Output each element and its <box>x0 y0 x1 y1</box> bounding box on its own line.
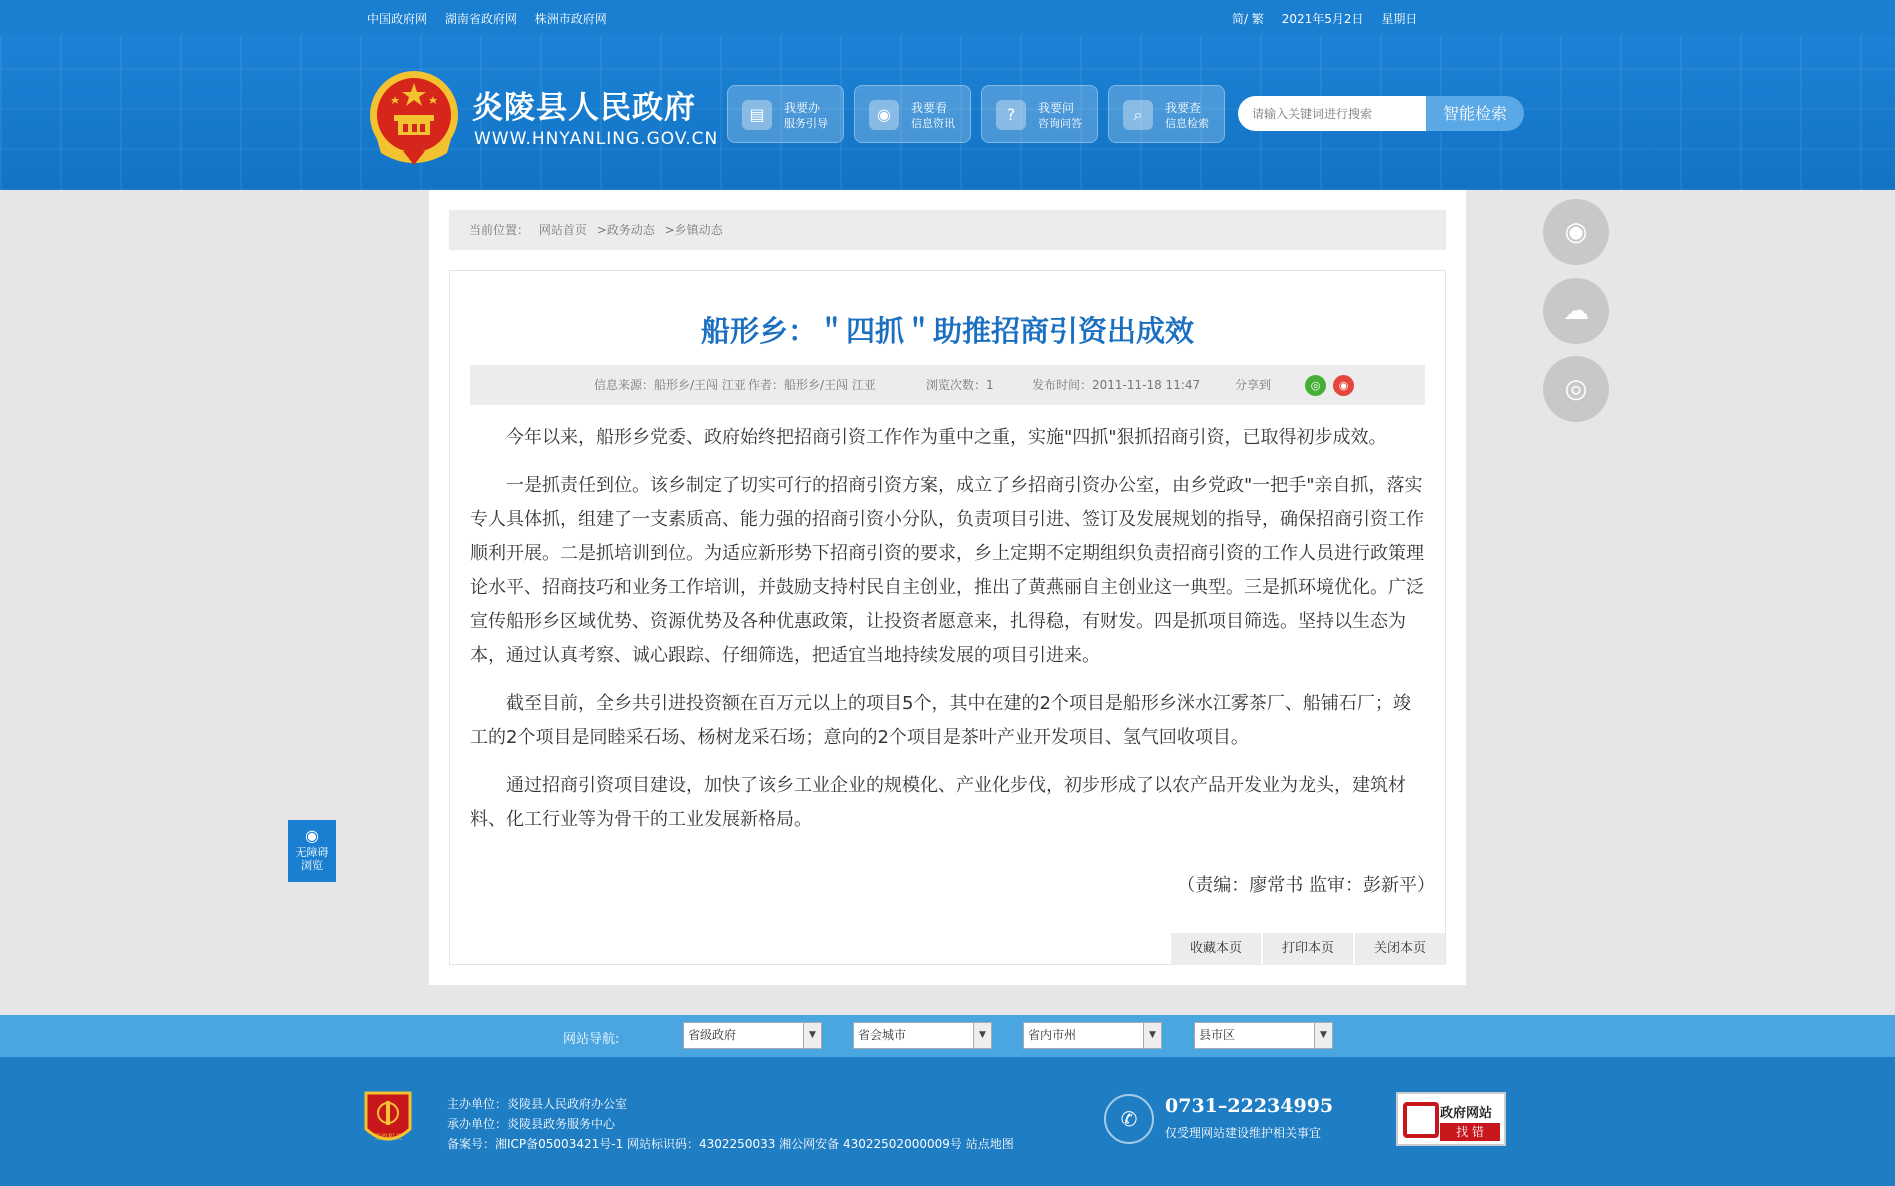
language-toggle[interactable]: 简/ 繁 <box>1232 12 1264 26</box>
site-nav-bar <box>0 1015 1895 1057</box>
breadcrumb-label: 当前位置： <box>469 223 530 237</box>
site-nav-label: 网站导航: <box>563 1032 620 1047</box>
gov-site-error-report-button[interactable] <box>1396 1092 1506 1146</box>
accessibility-label-line1: 无障碍 <box>295 846 329 859</box>
print-page-button[interactable]: 打印本页 <box>1263 933 1353 965</box>
chevron-down-icon: ▼ <box>1143 1023 1161 1048</box>
wechat-share-icon[interactable]: ◎ <box>1305 375 1326 396</box>
wechat-icon[interactable]: ☁ <box>1543 278 1609 344</box>
eye-icon: ◉ <box>869 100 899 130</box>
article-paragraph: 今年以来，船形乡党委、政府始终把招商引资工作作为重中之重，实施"四抓"狠抓招商引资，已取得初步成效。 <box>506 427 1387 448</box>
top-link-hunan[interactable]: 湖南省政府网 <box>444 12 517 26</box>
bookmark-page-button[interactable]: 收藏本页 <box>1171 933 1261 965</box>
article-paragraph: 一是抓责任到位。该乡制定了切实可行的招商引资方案，成立了乡招商引资办公室，由乡党政"一把手"亲自抓，落实专人具体抓，组建了一支素质高、能力强的招商引资小分队，负责项目引进、签订及发展规划的指导，确保招商引资工作顺利开展。二是抓培训到位。为适应新形势下招商引资的要求，乡上定期不定期组织负责招商引资的工作人员进行政策理论水平、招商技巧和业务工作培训，并鼓励支持村民自主创业，推出了黄燕丽自主创业这一典型。三是抓环境优化。广泛宣传船形乡区域优势、资源优势及各种优惠政策，让投资者愿意来，扎得稳，有财发。四是抓项目筛选。坚持以生态为本，通过认真考察、诚心跟踪、仔细筛选，把适宜当地持续发展的项目引进来。 <box>470 475 1424 666</box>
meta-share-label: 分享到 <box>1235 378 1272 392</box>
article-editor: （责编：廖常书 监审：彭新平） <box>1177 875 1435 896</box>
article-paragraph: 截至目前，全乡共引进投资额在百万元以上的项目5个，其中在建的2个项目是船形乡洣水江雾茶厂、船铺石厂；竣工的2个项目是同睦采石场、杨树龙采石场；意向的2个项目是茶叶产业开发项目、氢气回收项目。 <box>470 693 1411 748</box>
county-district-select[interactable] <box>1194 1022 1333 1049</box>
magnifier-icon <box>1403 1102 1439 1138</box>
weibo-share-icon[interactable]: ◉ <box>1333 375 1354 396</box>
article-title: 船形乡：＂四抓＂助推招商引资出成效 <box>700 314 1194 348</box>
button-subtitle: 咨询问答 <box>1038 117 1082 130</box>
footer-info <box>447 1094 1014 1154</box>
button-title: 我要查 <box>1165 101 1202 115</box>
footer-phone-note: 仅受理网站建设维护相关事宜 <box>1165 1126 1322 1140</box>
footer-record[interactable]: 备案号：湘ICP备05003421号-1 网站标识码：4302250033 湘公网安备 43022502000009号 站点地图 <box>447 1137 1014 1151</box>
button-title: 我要看 <box>911 101 948 115</box>
province-city-select[interactable] <box>1023 1022 1162 1049</box>
site-header <box>0 35 1895 190</box>
info-news-button[interactable] <box>854 85 971 143</box>
search-box <box>1238 96 1524 131</box>
footer-phone: 0731–22234995 <box>1165 1095 1334 1117</box>
meta-source: 信息来源：船形乡/王闯 江亚 <box>594 378 746 392</box>
chevron-down-icon: ▼ <box>803 1023 821 1048</box>
button-subtitle: 服务引导 <box>784 117 828 130</box>
button-subtitle: 信息资讯 <box>911 117 955 130</box>
consult-qa-button[interactable] <box>981 85 1098 143</box>
top-link-gov-cn[interactable]: 中国政府网 <box>367 12 428 26</box>
article <box>449 270 1446 965</box>
provincial-gov-select[interactable] <box>683 1022 822 1049</box>
footer-organizer: 承办单位：炎陵县政务服务中心 <box>447 1117 616 1131</box>
badge-text: 党政机关 <box>374 1133 402 1141</box>
article-actions <box>1169 933 1445 965</box>
top-links <box>367 10 621 27</box>
jiucuo-line1: 政府网站 <box>1440 1106 1493 1121</box>
current-date: 2021年5月2日 <box>1281 12 1364 26</box>
meta-author: 作者：船形乡/王闯 江亚 <box>748 378 876 392</box>
chevron-down-icon: ▼ <box>973 1023 991 1048</box>
site-name[interactable]: 炎陵县人民政府 <box>472 90 696 126</box>
top-bar <box>0 0 1895 35</box>
accessibility-label-line2: 浏览 <box>301 859 323 872</box>
main-content <box>429 190 1466 985</box>
article-meta <box>470 365 1425 405</box>
select-value: 省内市州 <box>1028 1028 1077 1042</box>
select-value: 省级政府 <box>688 1028 737 1042</box>
article-body <box>470 421 1425 851</box>
close-page-button[interactable]: 关闭本页 <box>1355 933 1445 965</box>
breadcrumb <box>449 210 1446 250</box>
site-footer <box>0 1057 1895 1186</box>
accessibility-button[interactable] <box>288 820 336 882</box>
article-paragraph: 通过招商引资项目建设，加快了该乡工业企业的规模化、产业化步伐，初步形成了以农产品开发业为龙头，建筑材料、化工行业等为骨干的工业发展新格局。 <box>470 775 1406 830</box>
party-gov-badge-icon[interactable] <box>362 1089 414 1149</box>
breadcrumb-town-news[interactable]: >乡镇动态 <box>664 223 723 237</box>
national-emblem-icon[interactable] <box>367 69 461 169</box>
button-title: 我要问 <box>1038 101 1075 115</box>
info-search-button[interactable] <box>1108 85 1225 143</box>
meta-published: 发布时间：2011-11-18 11:47 <box>1032 378 1201 392</box>
phone-icon: ✆ <box>1104 1094 1154 1144</box>
button-title: 我要办 <box>784 101 821 115</box>
top-right-info <box>1232 10 1431 27</box>
search-input[interactable] <box>1238 96 1428 131</box>
weibo-icon[interactable]: ◎ <box>1543 356 1609 422</box>
document-icon: ▤ <box>742 100 772 130</box>
current-weekday: 星期日 <box>1381 12 1418 26</box>
capital-city-select[interactable] <box>853 1022 992 1049</box>
select-value: 县市区 <box>1199 1028 1236 1042</box>
meta-views: 浏览次数：1 <box>926 378 994 392</box>
jiucuo-line2: 找 错 <box>1440 1123 1500 1141</box>
question-icon: ? <box>996 100 1026 130</box>
search-icon: ⌕ <box>1123 100 1153 130</box>
breadcrumb-home[interactable]: 网站首页 <box>538 223 587 237</box>
top-link-zhuzhou[interactable]: 株洲市政府网 <box>534 12 607 26</box>
select-value: 省会城市 <box>858 1028 907 1042</box>
chevron-down-icon: ▼ <box>1314 1023 1332 1048</box>
site-url: WWW.HNYANLING.GOV.CN <box>474 129 719 149</box>
breadcrumb-gov-news[interactable]: >政务动态 <box>596 223 655 237</box>
smart-search-button[interactable]: 智能检索 <box>1426 96 1524 131</box>
button-subtitle: 信息检索 <box>1165 117 1209 130</box>
footer-host: 主办单位：炎陵县人民政府办公室 <box>447 1097 628 1111</box>
eye-icon: ◉ <box>305 826 319 845</box>
service-guide-button[interactable] <box>727 85 844 143</box>
eye-icon[interactable]: ◉ <box>1543 199 1609 265</box>
